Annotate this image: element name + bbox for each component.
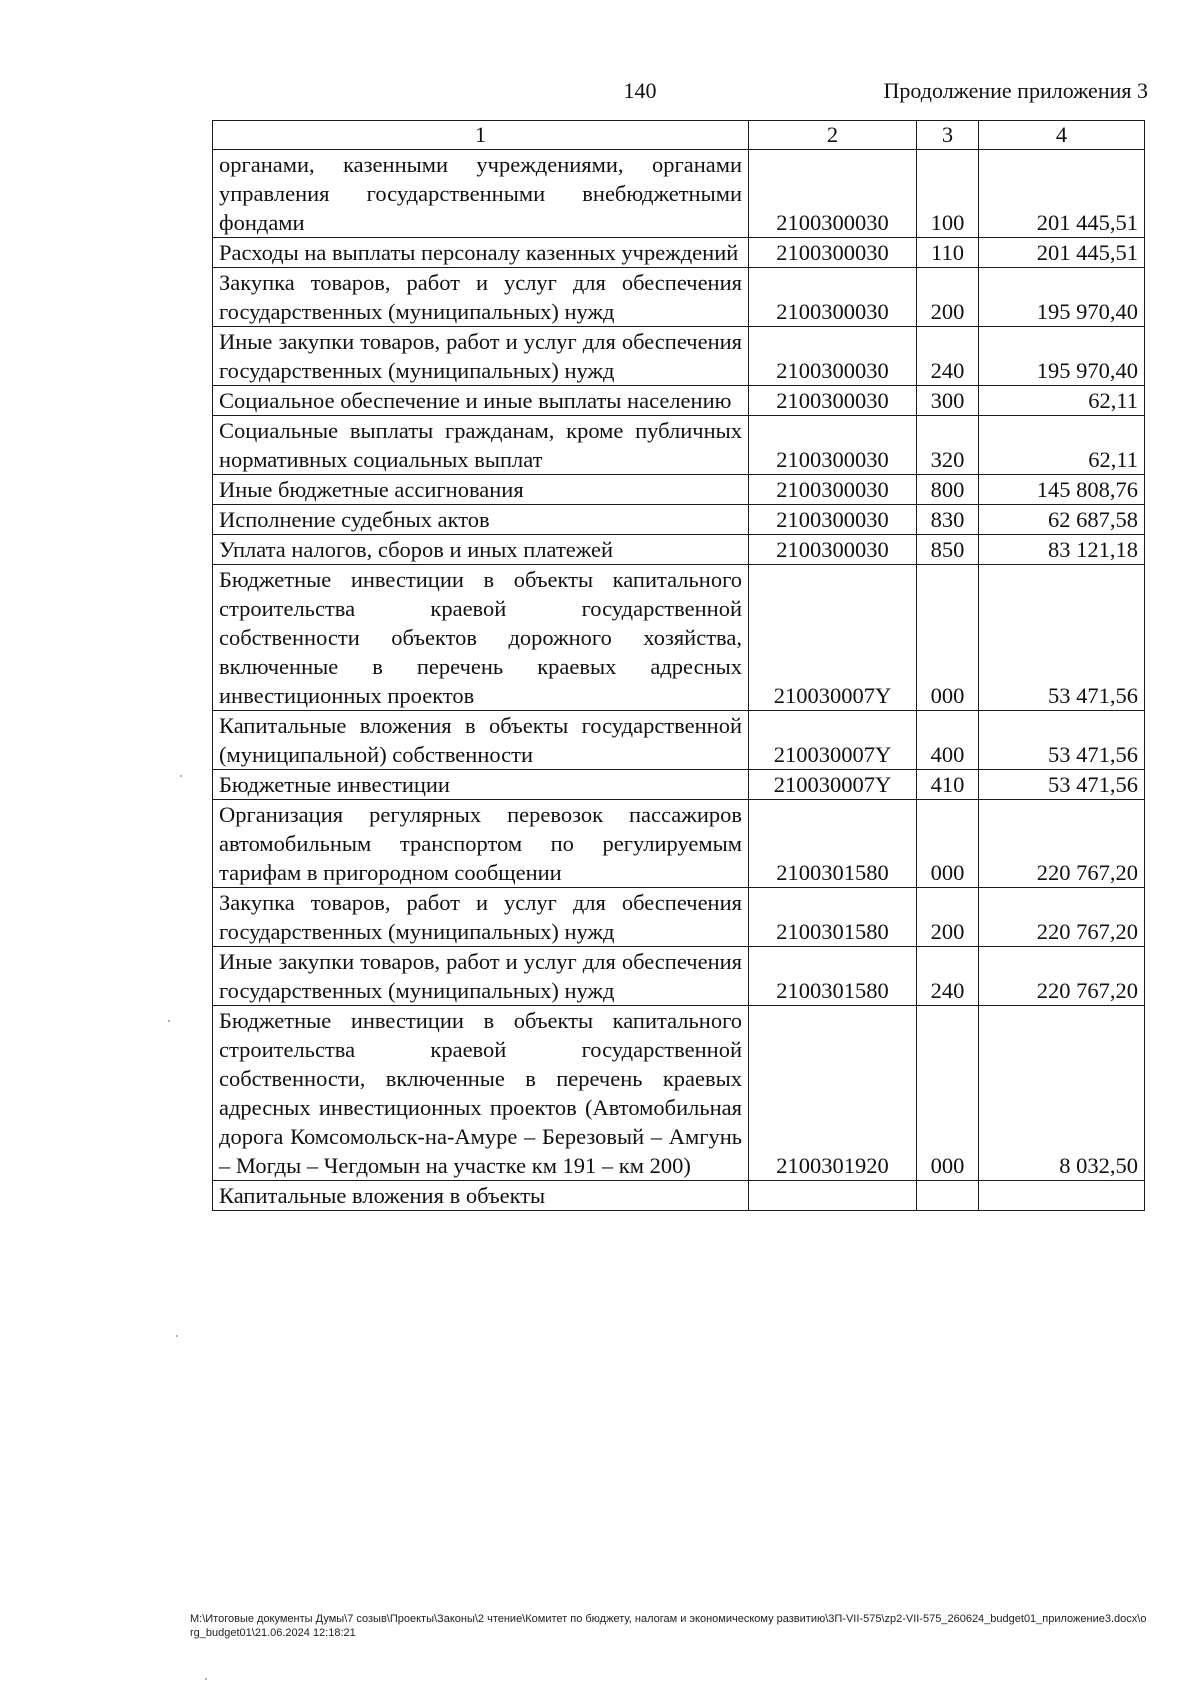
amount-cell: 53 471,56 <box>979 711 1145 770</box>
amount-cell: 220 767,20 <box>979 888 1145 947</box>
page-number: 140 <box>623 78 657 103</box>
table-row <box>213 770 1145 800</box>
expense-type-cell: 300 <box>917 386 979 416</box>
row-name-cell: Иные бюджетные ассигнования <box>213 475 749 505</box>
expense-type-cell: 400 <box>917 711 979 770</box>
expense-type-cell: 200 <box>917 268 979 327</box>
amount-cell: 195 970,40 <box>979 327 1145 386</box>
expense-type-cell: 110 <box>917 238 979 268</box>
scan-artifact <box>176 1335 178 1337</box>
table-row <box>213 565 1145 711</box>
row-name-cell: Бюджетные инвестиции <box>213 770 749 800</box>
table-row <box>213 947 1145 1006</box>
expense-type-cell: 410 <box>917 770 979 800</box>
amount-cell: 220 767,20 <box>979 947 1145 1006</box>
target-code-cell: 2100300030 <box>749 327 917 386</box>
column-header: 3 <box>917 121 979 150</box>
expense-type-cell: 800 <box>917 475 979 505</box>
target-code-cell: 2100301580 <box>749 888 917 947</box>
table-row <box>213 505 1145 535</box>
amount-cell: 62,11 <box>979 386 1145 416</box>
target-code-cell: 2100300030 <box>749 505 917 535</box>
row-name-cell: Закупка товаров, работ и услуг для обеспечения государственных (муниципальных) нужд <box>213 268 749 327</box>
amount-cell: 62 687,58 <box>979 505 1145 535</box>
expense-type-cell <box>917 1181 979 1211</box>
amount-cell: 53 471,56 <box>979 770 1145 800</box>
table-header-row <box>213 121 1145 150</box>
table-row <box>213 416 1145 475</box>
expense-type-cell: 000 <box>917 565 979 711</box>
expense-type-cell: 320 <box>917 416 979 475</box>
amount-cell: 62,11 <box>979 416 1145 475</box>
amount-cell: 145 808,76 <box>979 475 1145 505</box>
amount-cell <box>979 1181 1145 1211</box>
table-row <box>213 268 1145 327</box>
table-row <box>213 711 1145 770</box>
table-row <box>213 327 1145 386</box>
target-code-cell: 2100301920 <box>749 1006 917 1181</box>
row-name-cell: Капитальные вложения в объекты <box>213 1181 749 1211</box>
table-row <box>213 475 1145 505</box>
row-name-cell: Иные закупки товаров, работ и услуг для обеспечения государственных (муниципальных) нужд <box>213 947 749 1006</box>
amount-cell: 53 471,56 <box>979 565 1145 711</box>
expense-type-cell: 850 <box>917 535 979 565</box>
column-header: 2 <box>749 121 917 150</box>
row-name-cell: Бюджетные инвестиции в объекты капитального строительства краевой государственной собственности объектов дорожного хозяйства, включенные в перечень краевых адресных инвестиционных проектов <box>213 565 749 711</box>
row-name-cell: Закупка товаров, работ и услуг для обеспечения государственных (муниципальных) нужд <box>213 888 749 947</box>
amount-cell: 83 121,18 <box>979 535 1145 565</box>
expense-type-cell: 830 <box>917 505 979 535</box>
row-name-cell: органами, казенными учреждениями, органами управления государственными внебюджетными фондами <box>213 150 749 238</box>
target-code-cell: 2100300030 <box>749 268 917 327</box>
amount-cell: 201 445,51 <box>979 150 1145 238</box>
table-row <box>213 150 1145 238</box>
row-name-cell: Иные закупки товаров, работ и услуг для обеспечения государственных (муниципальных) нужд <box>213 327 749 386</box>
row-name-cell: Исполнение судебных актов <box>213 505 749 535</box>
target-code-cell: 2100300030 <box>749 238 917 268</box>
expense-type-cell: 000 <box>917 1006 979 1181</box>
target-code-cell: 2100300030 <box>749 416 917 475</box>
target-code-cell: 210030007Y <box>749 565 917 711</box>
row-name-cell: Расходы на выплаты персоналу казенных учреждений <box>213 238 749 268</box>
column-header: 1 <box>213 121 749 150</box>
row-name-cell: Организация регулярных перевозок пассажиров автомобильным транспортом по регулируемым тарифам в пригородном сообщении <box>213 800 749 888</box>
target-code-cell: 2100301580 <box>749 947 917 1006</box>
target-code-cell: 2100300030 <box>749 150 917 238</box>
amount-cell: 201 445,51 <box>979 238 1145 268</box>
row-name-cell: Капитальные вложения в объекты государственной (муниципальной) собственности <box>213 711 749 770</box>
expense-type-cell: 200 <box>917 888 979 947</box>
target-code-cell: 210030007Y <box>749 770 917 800</box>
file-path-footer: M:\Итоговые документы Думы\7 созыв\Проекты\Законы\2 чтение\Комитет по бюджету, налогам и экономическому развитию\3П-VII-575\zp2-VII-575_260624_budget01_приложение3.docx\org_budget01\21.06.2024 12:18:21 <box>190 1613 1147 1639</box>
target-code-cell: 2100301580 <box>749 800 917 888</box>
table-row <box>213 888 1145 947</box>
target-code-cell: 2100300030 <box>749 475 917 505</box>
target-code-cell: 210030007Y <box>749 711 917 770</box>
expense-type-cell: 240 <box>917 947 979 1006</box>
row-name-cell: Социальные выплаты гражданам, кроме публичных нормативных социальных выплат <box>213 416 749 475</box>
amount-cell: 220 767,20 <box>979 800 1145 888</box>
row-name-cell: Бюджетные инвестиции в объекты капитального строительства краевой государственной собственности, включенные в перечень краевых адресных инвестиционных проектов (Автомобильная дорога Комсомольск-на-Амуре – Березовый – Амгунь – Могды – Чегдомын на участке км 191 – км 200) <box>213 1006 749 1181</box>
expense-type-cell: 100 <box>917 150 979 238</box>
amount-cell: 8 032,50 <box>979 1006 1145 1181</box>
column-header: 4 <box>979 121 1145 150</box>
expense-type-cell: 000 <box>917 800 979 888</box>
table-row <box>213 238 1145 268</box>
table-row <box>213 386 1145 416</box>
scan-artifact <box>168 1020 170 1022</box>
target-code-cell <box>749 1181 917 1211</box>
table-row <box>213 535 1145 565</box>
table-row <box>213 800 1145 888</box>
scan-artifact <box>180 775 182 777</box>
row-name-cell: Уплата налогов, сборов и иных платежей <box>213 535 749 565</box>
target-code-cell: 2100300030 <box>749 386 917 416</box>
scan-artifact <box>205 1678 207 1680</box>
expense-type-cell: 240 <box>917 327 979 386</box>
table-row <box>213 1006 1145 1181</box>
amount-cell: 195 970,40 <box>979 268 1145 327</box>
continuation-caption: Продолжение приложения 3 <box>883 78 1148 103</box>
row-name-cell: Социальное обеспечение и иные выплаты населению <box>213 386 749 416</box>
appendix-table <box>212 120 1145 1211</box>
table-row <box>213 1181 1145 1211</box>
target-code-cell: 2100300030 <box>749 535 917 565</box>
